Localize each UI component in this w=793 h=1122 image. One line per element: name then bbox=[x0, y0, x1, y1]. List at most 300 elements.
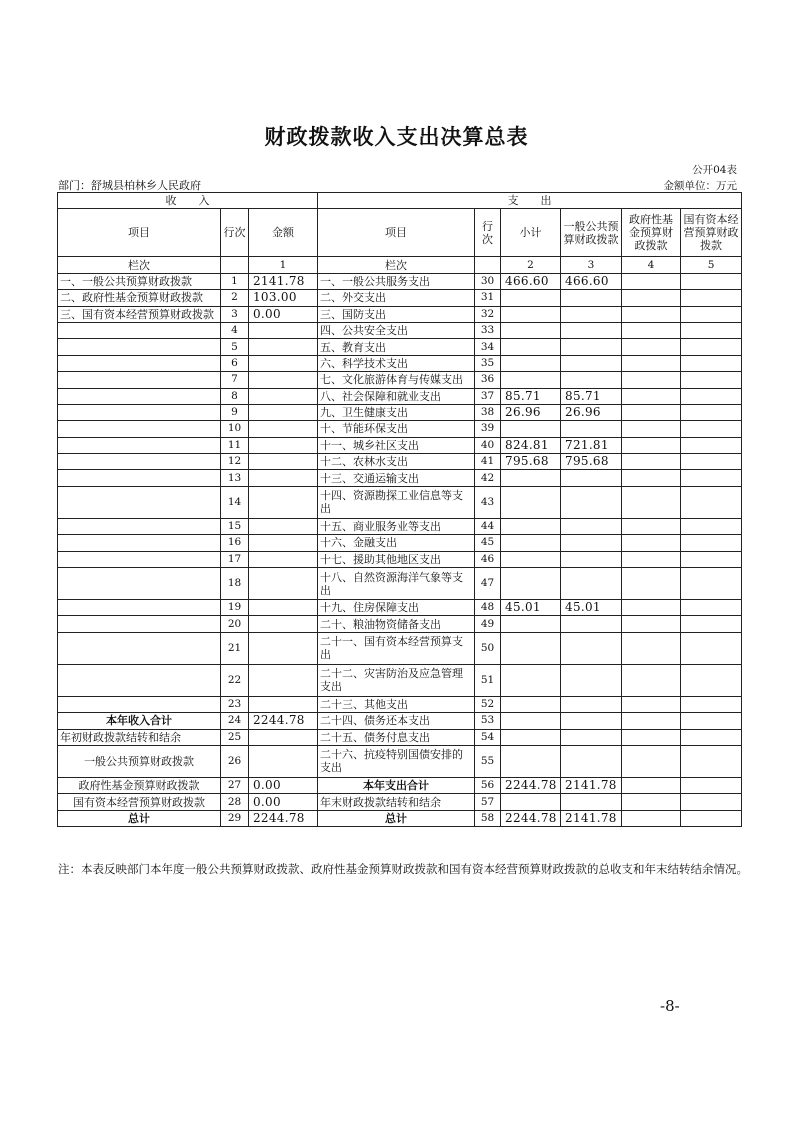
subtotal-cell bbox=[501, 306, 561, 322]
state-capital-cell bbox=[681, 306, 742, 322]
expense-section-header: 支 出 bbox=[318, 193, 742, 209]
column-header-row bbox=[58, 209, 742, 257]
general-budget-cell bbox=[561, 745, 622, 777]
state-capital-cell bbox=[681, 339, 742, 355]
fund-budget-cell bbox=[622, 290, 681, 306]
income-item-cell bbox=[58, 551, 221, 567]
income-row-no-cell: 11 bbox=[221, 437, 249, 453]
subtotal-cell bbox=[501, 535, 561, 551]
income-row-no-cell: 28 bbox=[221, 794, 249, 810]
income-item-cell bbox=[58, 518, 221, 534]
state-capital-header: 国有资本经营预算财政拨款 bbox=[681, 209, 742, 257]
fund-budget-cell bbox=[622, 729, 681, 745]
expense-item-cell: 年末财政拨款结转和结余 bbox=[318, 794, 475, 810]
page-title: 财政拨款收入支出决算总表 bbox=[264, 124, 529, 149]
general-budget-cell: 2141.78 bbox=[561, 810, 622, 826]
table-row bbox=[58, 568, 742, 600]
fund-budget-cell bbox=[622, 372, 681, 388]
income-amount-cell bbox=[249, 535, 318, 551]
income-row-no-cell: 12 bbox=[221, 454, 249, 470]
income-amount-header: 金额 bbox=[249, 209, 318, 257]
state-capital-cell bbox=[681, 713, 742, 729]
general-budget-cell bbox=[561, 664, 622, 696]
income-row-no-cell: 1 bbox=[221, 273, 249, 289]
general-budget-cell bbox=[561, 696, 622, 712]
expense-item-cell: 三、国防支出 bbox=[318, 306, 475, 322]
expense-item-cell: 二十三、其他支出 bbox=[318, 696, 475, 712]
income-amount-cell: 0.00 bbox=[249, 794, 318, 810]
table-row bbox=[58, 388, 742, 404]
fund-budget-cell bbox=[622, 794, 681, 810]
general-budget-cell bbox=[561, 372, 622, 388]
subtotal-cell: 85.71 bbox=[501, 388, 561, 404]
income-item-cell bbox=[58, 470, 221, 486]
expense-row-no-cell: 55 bbox=[475, 745, 501, 777]
expense-row-no-cell: 47 bbox=[475, 568, 501, 600]
state-capital-cell bbox=[681, 388, 742, 404]
table-row bbox=[58, 306, 742, 322]
state-capital-cell bbox=[681, 810, 742, 826]
income-item-cell bbox=[58, 404, 221, 420]
income-row-no-cell: 6 bbox=[221, 355, 249, 371]
table-row bbox=[58, 355, 742, 371]
expense-item-cell: 十七、援助其他地区支出 bbox=[318, 551, 475, 567]
income-item-cell bbox=[58, 616, 221, 632]
income-item-cell bbox=[58, 454, 221, 470]
income-amount-cell bbox=[249, 470, 318, 486]
expense-row-no-cell: 30 bbox=[475, 273, 501, 289]
column-index-row bbox=[58, 257, 742, 273]
income-item-cell bbox=[58, 632, 221, 664]
income-row-no-cell: 13 bbox=[221, 470, 249, 486]
fund-budget-cell bbox=[622, 355, 681, 371]
income-row-no-cell: 14 bbox=[221, 486, 249, 518]
state-capital-cell bbox=[681, 322, 742, 338]
expense-item-cell: 总计 bbox=[318, 810, 475, 826]
table-row bbox=[58, 322, 742, 338]
general-budget-cell bbox=[561, 339, 622, 355]
expense-col-label: 栏次 bbox=[318, 257, 475, 273]
state-capital-cell bbox=[681, 568, 742, 600]
general-budget-cell bbox=[561, 322, 622, 338]
income-amount-cell bbox=[249, 616, 318, 632]
expense-row-no-cell: 49 bbox=[475, 616, 501, 632]
expense-row-no-cell: 42 bbox=[475, 470, 501, 486]
expense-row-no-cell: 48 bbox=[475, 600, 501, 616]
income-item-cell: 总计 bbox=[58, 810, 221, 826]
income-amount-cell bbox=[249, 600, 318, 616]
general-budget-cell: 85.71 bbox=[561, 388, 622, 404]
subtotal-cell bbox=[501, 470, 561, 486]
general-budget-cell bbox=[561, 421, 622, 437]
expense-row-no-header: 行次 bbox=[475, 209, 501, 257]
income-row-no-cell: 25 bbox=[221, 729, 249, 745]
income-amount-cell bbox=[249, 568, 318, 600]
fund-budget-cell bbox=[622, 616, 681, 632]
general-budget-cell bbox=[561, 535, 622, 551]
expense-item-cell: 六、科学技术支出 bbox=[318, 355, 475, 371]
income-amount-cell bbox=[249, 437, 318, 453]
general-budget-cell bbox=[561, 551, 622, 567]
fund-budget-cell bbox=[622, 437, 681, 453]
expense-item-cell: 十二、农林水支出 bbox=[318, 454, 475, 470]
income-item-cell bbox=[58, 437, 221, 453]
income-amount-cell bbox=[249, 664, 318, 696]
income-item-cell bbox=[58, 421, 221, 437]
general-budget-cell bbox=[561, 355, 622, 371]
income-amount-cell bbox=[249, 388, 318, 404]
income-amount-cell bbox=[249, 518, 318, 534]
table-row bbox=[58, 810, 742, 826]
table-row bbox=[58, 600, 742, 616]
income-item-cell bbox=[58, 600, 221, 616]
subtotal-cell: 824.81 bbox=[501, 437, 561, 453]
table-row bbox=[58, 486, 742, 518]
expense-item-cell: 八、社会保障和就业支出 bbox=[318, 388, 475, 404]
subtotal-cell bbox=[501, 290, 561, 306]
expense-row-no-cell: 34 bbox=[475, 339, 501, 355]
page-number: -8- bbox=[660, 997, 680, 1015]
table-row bbox=[58, 616, 742, 632]
table-row bbox=[58, 632, 742, 664]
general-budget-cell: 721.81 bbox=[561, 437, 622, 453]
expense-row-no-cell: 41 bbox=[475, 454, 501, 470]
expense-row-no-cell: 52 bbox=[475, 696, 501, 712]
income-amount-cell bbox=[249, 551, 318, 567]
subtotal-cell bbox=[501, 372, 561, 388]
state-capital-cell bbox=[681, 437, 742, 453]
budget-table bbox=[57, 192, 742, 827]
income-amount-cell bbox=[249, 421, 318, 437]
income-row-no-cell: 10 bbox=[221, 421, 249, 437]
table-note: 注：本表反映部门本年度一般公共预算财政拨款、政府性基金预算财政拨款和国有资本经营预算财政拨款的总收支和年末结转结余情况。 bbox=[58, 862, 748, 876]
fund-budget-cell bbox=[622, 486, 681, 518]
fund-budget-cell bbox=[622, 777, 681, 793]
section-header-row bbox=[58, 193, 742, 209]
fund-budget-cell bbox=[622, 421, 681, 437]
income-item-header: 项目 bbox=[58, 209, 221, 257]
expense-item-cell: 十五、商业服务业等支出 bbox=[318, 518, 475, 534]
state-capital-cell bbox=[681, 729, 742, 745]
form-number: 公开04表 bbox=[692, 164, 737, 176]
general-budget-cell: 26.96 bbox=[561, 404, 622, 420]
expense-row-no-cell: 33 bbox=[475, 322, 501, 338]
income-item-cell: 年初财政拨款结转和结余 bbox=[58, 729, 221, 745]
col-index-2: 2 bbox=[501, 257, 561, 273]
state-capital-cell bbox=[681, 421, 742, 437]
expense-row-no-cell: 31 bbox=[475, 290, 501, 306]
income-row-no-cell: 17 bbox=[221, 551, 249, 567]
income-amount-cell bbox=[249, 632, 318, 664]
state-capital-cell bbox=[681, 745, 742, 777]
general-budget-cell bbox=[561, 632, 622, 664]
fund-budget-cell bbox=[622, 713, 681, 729]
income-item-cell bbox=[58, 696, 221, 712]
income-amount-cell: 2244.78 bbox=[249, 810, 318, 826]
state-capital-cell bbox=[681, 518, 742, 534]
expense-row-no-cell: 38 bbox=[475, 404, 501, 420]
table-row bbox=[58, 664, 742, 696]
table-row bbox=[58, 454, 742, 470]
table-row bbox=[58, 713, 742, 729]
general-budget-cell bbox=[561, 470, 622, 486]
income-amount-cell bbox=[249, 322, 318, 338]
unit-label: 金额单位：万元 bbox=[663, 180, 737, 192]
subtotal-cell bbox=[501, 421, 561, 437]
table-row bbox=[58, 794, 742, 810]
fund-budget-cell bbox=[622, 600, 681, 616]
income-row-no-cell: 3 bbox=[221, 306, 249, 322]
table-row bbox=[58, 551, 742, 567]
expense-row-no-cell: 51 bbox=[475, 664, 501, 696]
income-row-no-cell: 15 bbox=[221, 518, 249, 534]
income-amount-cell bbox=[249, 745, 318, 777]
fund-budget-cell bbox=[622, 810, 681, 826]
income-amount-cell bbox=[249, 696, 318, 712]
income-row-no-cell: 19 bbox=[221, 600, 249, 616]
state-capital-cell bbox=[681, 454, 742, 470]
general-budget-cell bbox=[561, 616, 622, 632]
subtotal-cell bbox=[501, 632, 561, 664]
income-item-cell: 国有资本经营预算财政拨款 bbox=[58, 794, 221, 810]
income-row-no-cell: 21 bbox=[221, 632, 249, 664]
expense-row-no-cell: 54 bbox=[475, 729, 501, 745]
income-row-no-cell: 24 bbox=[221, 713, 249, 729]
expense-row-no-cell: 35 bbox=[475, 355, 501, 371]
subtotal-cell bbox=[501, 486, 561, 518]
state-capital-cell bbox=[681, 290, 742, 306]
expense-item-cell: 本年支出合计 bbox=[318, 777, 475, 793]
expense-row-no-cell: 57 bbox=[475, 794, 501, 810]
expense-item-cell: 二十四、债务还本支出 bbox=[318, 713, 475, 729]
income-amount-cell bbox=[249, 729, 318, 745]
income-item-cell bbox=[58, 664, 221, 696]
department-label: 部门：舒城县柏林乡人民政府 bbox=[58, 179, 201, 192]
income-row-no-cell: 26 bbox=[221, 745, 249, 777]
fund-budget-cell bbox=[622, 404, 681, 420]
income-item-cell: 二、政府性基金预算财政拨款 bbox=[58, 290, 221, 306]
income-item-cell: 一般公共预算财政拨款 bbox=[58, 745, 221, 777]
subtotal-cell: 26.96 bbox=[501, 404, 561, 420]
state-capital-cell bbox=[681, 664, 742, 696]
subtotal-cell: 466.60 bbox=[501, 273, 561, 289]
expense-row-no-cell: 46 bbox=[475, 551, 501, 567]
expense-row-no-cell: 37 bbox=[475, 388, 501, 404]
income-row-no-cell: 9 bbox=[221, 404, 249, 420]
general-budget-cell: 2141.78 bbox=[561, 777, 622, 793]
state-capital-cell bbox=[681, 535, 742, 551]
general-budget-cell: 466.60 bbox=[561, 273, 622, 289]
fund-budget-cell bbox=[622, 388, 681, 404]
general-budget-cell: 795.68 bbox=[561, 454, 622, 470]
income-row-no-cell: 2 bbox=[221, 290, 249, 306]
expense-item-cell: 九、卫生健康支出 bbox=[318, 404, 475, 420]
fund-budget-cell bbox=[622, 339, 681, 355]
general-budget-cell bbox=[561, 518, 622, 534]
state-capital-cell bbox=[681, 486, 742, 518]
expense-row-no-cell: 45 bbox=[475, 535, 501, 551]
expense-row-no-cell: 32 bbox=[475, 306, 501, 322]
table-row bbox=[58, 372, 742, 388]
general-budget-cell bbox=[561, 290, 622, 306]
income-amount-cell bbox=[249, 339, 318, 355]
fund-budget-cell bbox=[622, 745, 681, 777]
state-capital-cell bbox=[681, 696, 742, 712]
fund-budget-cell bbox=[622, 535, 681, 551]
income-row-no-cell: 5 bbox=[221, 339, 249, 355]
expense-item-cell: 十八、自然资源海洋气象等支出 bbox=[318, 568, 475, 600]
subtotal-cell: 2244.78 bbox=[501, 777, 561, 793]
expense-row-no-cell: 44 bbox=[475, 518, 501, 534]
fund-budget-cell bbox=[622, 664, 681, 696]
subtotal-cell bbox=[501, 696, 561, 712]
expense-item-cell: 四、公共安全支出 bbox=[318, 322, 475, 338]
subtotal-cell bbox=[501, 355, 561, 371]
table-row bbox=[58, 518, 742, 534]
state-capital-cell bbox=[681, 551, 742, 567]
fund-budget-cell bbox=[622, 632, 681, 664]
table-row bbox=[58, 437, 742, 453]
expense-row-no-cell: 43 bbox=[475, 486, 501, 518]
income-item-cell bbox=[58, 339, 221, 355]
expense-item-cell: 十九、住房保障支出 bbox=[318, 600, 475, 616]
income-row-no-cell: 18 bbox=[221, 568, 249, 600]
income-item-cell bbox=[58, 568, 221, 600]
expense-item-cell: 十、节能环保支出 bbox=[318, 421, 475, 437]
state-capital-cell bbox=[681, 372, 742, 388]
fund-budget-cell bbox=[622, 306, 681, 322]
income-amount-cell: 103.00 bbox=[249, 290, 318, 306]
income-amount-cell bbox=[249, 486, 318, 518]
general-budget-cell bbox=[561, 713, 622, 729]
fund-budget-cell bbox=[622, 322, 681, 338]
table-row bbox=[58, 535, 742, 551]
subtotal-cell bbox=[501, 616, 561, 632]
subtotal-cell bbox=[501, 551, 561, 567]
income-amount-cell bbox=[249, 355, 318, 371]
income-amount-cell: 0.00 bbox=[249, 306, 318, 322]
expense-row-no-cell: 39 bbox=[475, 421, 501, 437]
expense-row-no-cell: 56 bbox=[475, 777, 501, 793]
expense-item-cell: 一、一般公共服务支出 bbox=[318, 273, 475, 289]
table-row bbox=[58, 777, 742, 793]
expense-item-cell: 二十二、灾害防治及应急管理支出 bbox=[318, 664, 475, 696]
subtotal-cell bbox=[501, 745, 561, 777]
col-index-5: 5 bbox=[681, 257, 742, 273]
fund-budget-cell bbox=[622, 568, 681, 600]
col-index-3: 3 bbox=[561, 257, 622, 273]
expense-item-cell: 十一、城乡社区支出 bbox=[318, 437, 475, 453]
expense-item-cell: 五、教育支出 bbox=[318, 339, 475, 355]
table-row bbox=[58, 729, 742, 745]
income-row-no-cell: 29 bbox=[221, 810, 249, 826]
table-row bbox=[58, 470, 742, 486]
income-row-no-header: 行次 bbox=[221, 209, 249, 257]
expense-row-no-cell: 58 bbox=[475, 810, 501, 826]
expense-row-no-cell: 50 bbox=[475, 632, 501, 664]
table-row bbox=[58, 290, 742, 306]
state-capital-cell bbox=[681, 600, 742, 616]
income-row-no-cell: 27 bbox=[221, 777, 249, 793]
col-index-1: 1 bbox=[249, 257, 318, 273]
income-item-cell: 本年收入合计 bbox=[58, 713, 221, 729]
fund-budget-cell bbox=[622, 470, 681, 486]
table-row bbox=[58, 745, 742, 777]
state-capital-cell bbox=[681, 632, 742, 664]
income-item-cell: 三、国有资本经营预算财政拨款 bbox=[58, 306, 221, 322]
income-item-cell bbox=[58, 372, 221, 388]
expense-item-cell: 二十五、债务付息支出 bbox=[318, 729, 475, 745]
general-budget-cell bbox=[561, 568, 622, 600]
subtotal-cell bbox=[501, 713, 561, 729]
general-budget-cell bbox=[561, 306, 622, 322]
expense-item-cell: 十三、交通运输支出 bbox=[318, 470, 475, 486]
state-capital-cell bbox=[681, 470, 742, 486]
fund-budget-cell bbox=[622, 273, 681, 289]
general-budget-cell: 45.01 bbox=[561, 600, 622, 616]
expense-item-cell: 二十六、抗疫特别国债安排的支出 bbox=[318, 745, 475, 777]
subtotal-cell bbox=[501, 794, 561, 810]
income-row-no-cell: 8 bbox=[221, 388, 249, 404]
subtotal-header: 小计 bbox=[501, 209, 561, 257]
subtotal-cell bbox=[501, 664, 561, 696]
table-row bbox=[58, 421, 742, 437]
income-item-cell bbox=[58, 535, 221, 551]
state-capital-cell bbox=[681, 404, 742, 420]
state-capital-cell bbox=[681, 273, 742, 289]
table-row bbox=[58, 273, 742, 289]
income-row-no-cell: 4 bbox=[221, 322, 249, 338]
general-budget-cell bbox=[561, 729, 622, 745]
expense-row-no-cell: 36 bbox=[475, 372, 501, 388]
fund-budget-header: 政府性基金预算财政拨款 bbox=[622, 209, 681, 257]
fund-budget-cell bbox=[622, 551, 681, 567]
income-item-cell bbox=[58, 322, 221, 338]
income-row-no-cell: 22 bbox=[221, 664, 249, 696]
general-budget-header: 一般公共预算财政拨款 bbox=[561, 209, 622, 257]
subtotal-cell: 795.68 bbox=[501, 454, 561, 470]
subtotal-cell bbox=[501, 568, 561, 600]
table-row bbox=[58, 404, 742, 420]
income-amount-cell bbox=[249, 404, 318, 420]
expense-item-cell: 十六、金融支出 bbox=[318, 535, 475, 551]
subtotal-cell: 2244.78 bbox=[501, 810, 561, 826]
expense-item-cell: 二十、粮油物资储备支出 bbox=[318, 616, 475, 632]
income-amount-cell: 2244.78 bbox=[249, 713, 318, 729]
state-capital-cell bbox=[681, 616, 742, 632]
expense-item-header: 项目 bbox=[318, 209, 475, 257]
general-budget-cell bbox=[561, 486, 622, 518]
fund-budget-cell bbox=[622, 518, 681, 534]
income-item-cell bbox=[58, 355, 221, 371]
expense-item-cell: 十四、资源勘探工业信息等支出 bbox=[318, 486, 475, 518]
income-item-cell bbox=[58, 388, 221, 404]
col-index-4: 4 bbox=[622, 257, 681, 273]
expense-item-cell: 二、外交支出 bbox=[318, 290, 475, 306]
subtotal-cell bbox=[501, 729, 561, 745]
income-row-no-cell: 16 bbox=[221, 535, 249, 551]
fund-budget-cell bbox=[622, 454, 681, 470]
income-row-no-cell: 23 bbox=[221, 696, 249, 712]
income-col-label: 栏次 bbox=[58, 257, 221, 273]
table-row bbox=[58, 339, 742, 355]
income-amount-cell: 0.00 bbox=[249, 777, 318, 793]
income-row-no-cell: 7 bbox=[221, 372, 249, 388]
expense-item-cell: 七、文化旅游体育与传媒支出 bbox=[318, 372, 475, 388]
income-row-no-cell: 20 bbox=[221, 616, 249, 632]
income-item-cell: 一、一般公共预算财政拨款 bbox=[58, 273, 221, 289]
income-item-cell: 政府性基金预算财政拨款 bbox=[58, 777, 221, 793]
